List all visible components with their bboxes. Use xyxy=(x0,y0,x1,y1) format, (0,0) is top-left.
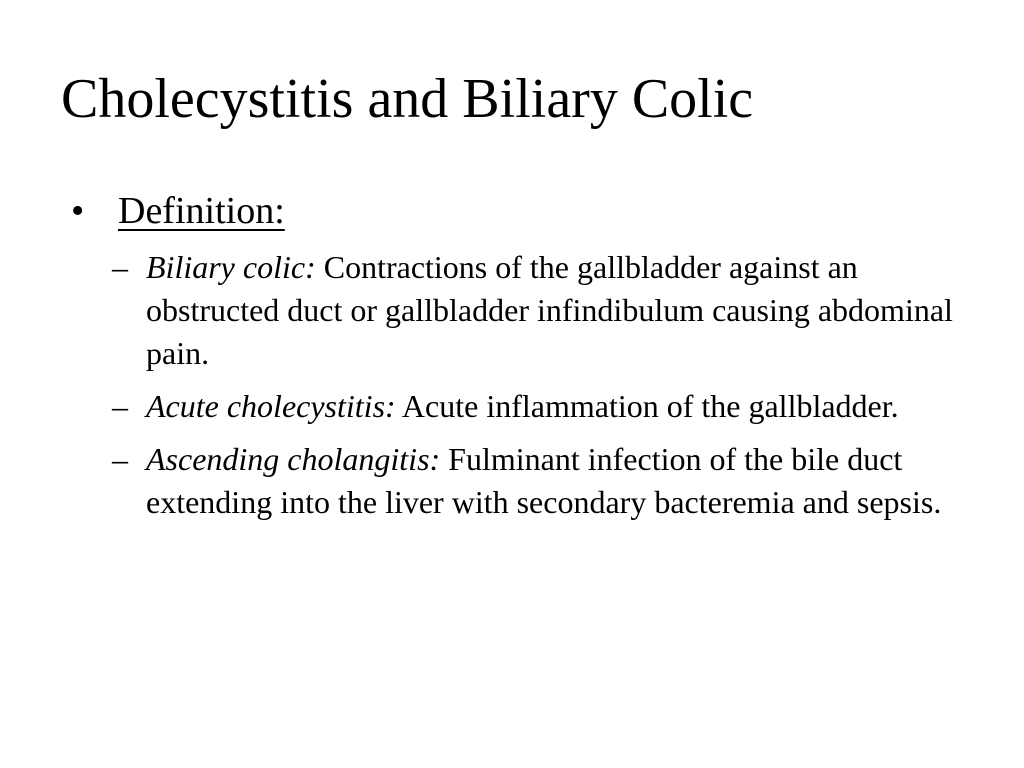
bullet-definition xyxy=(71,187,285,235)
term-acute-cholecystitis: Acute cholecystitis: xyxy=(146,388,396,424)
slide-title: Cholecystitis and Biliary Colic xyxy=(61,68,754,130)
dash-marker: – xyxy=(112,249,128,285)
definition-biliary-colic: Contractions of the gallbladder against an obstructed duct or gallbladder infindibulum causing abdominal pain. xyxy=(146,249,953,371)
definition-list xyxy=(112,246,966,534)
definition-ascending-cholangitis: Fulminant infection of the bile duct extending into the liver with secondary bacteremia and sepsis. xyxy=(146,441,942,520)
term-biliary-colic: Biliary colic: xyxy=(146,249,316,285)
term-ascending-cholangitis: Ascending cholangitis: xyxy=(146,441,441,477)
list-item-ascending-cholangitis xyxy=(112,438,966,524)
list-item-acute-cholecystitis xyxy=(112,385,966,428)
definition-label: Definition: xyxy=(118,190,285,232)
list-item-biliary-colic xyxy=(112,246,966,375)
dash-marker: – xyxy=(112,388,128,424)
definition-acute-cholecystitis: Acute inflammation of the gallbladder. xyxy=(395,388,899,424)
dash-marker: – xyxy=(112,441,128,477)
bullet-marker: • xyxy=(71,190,85,232)
